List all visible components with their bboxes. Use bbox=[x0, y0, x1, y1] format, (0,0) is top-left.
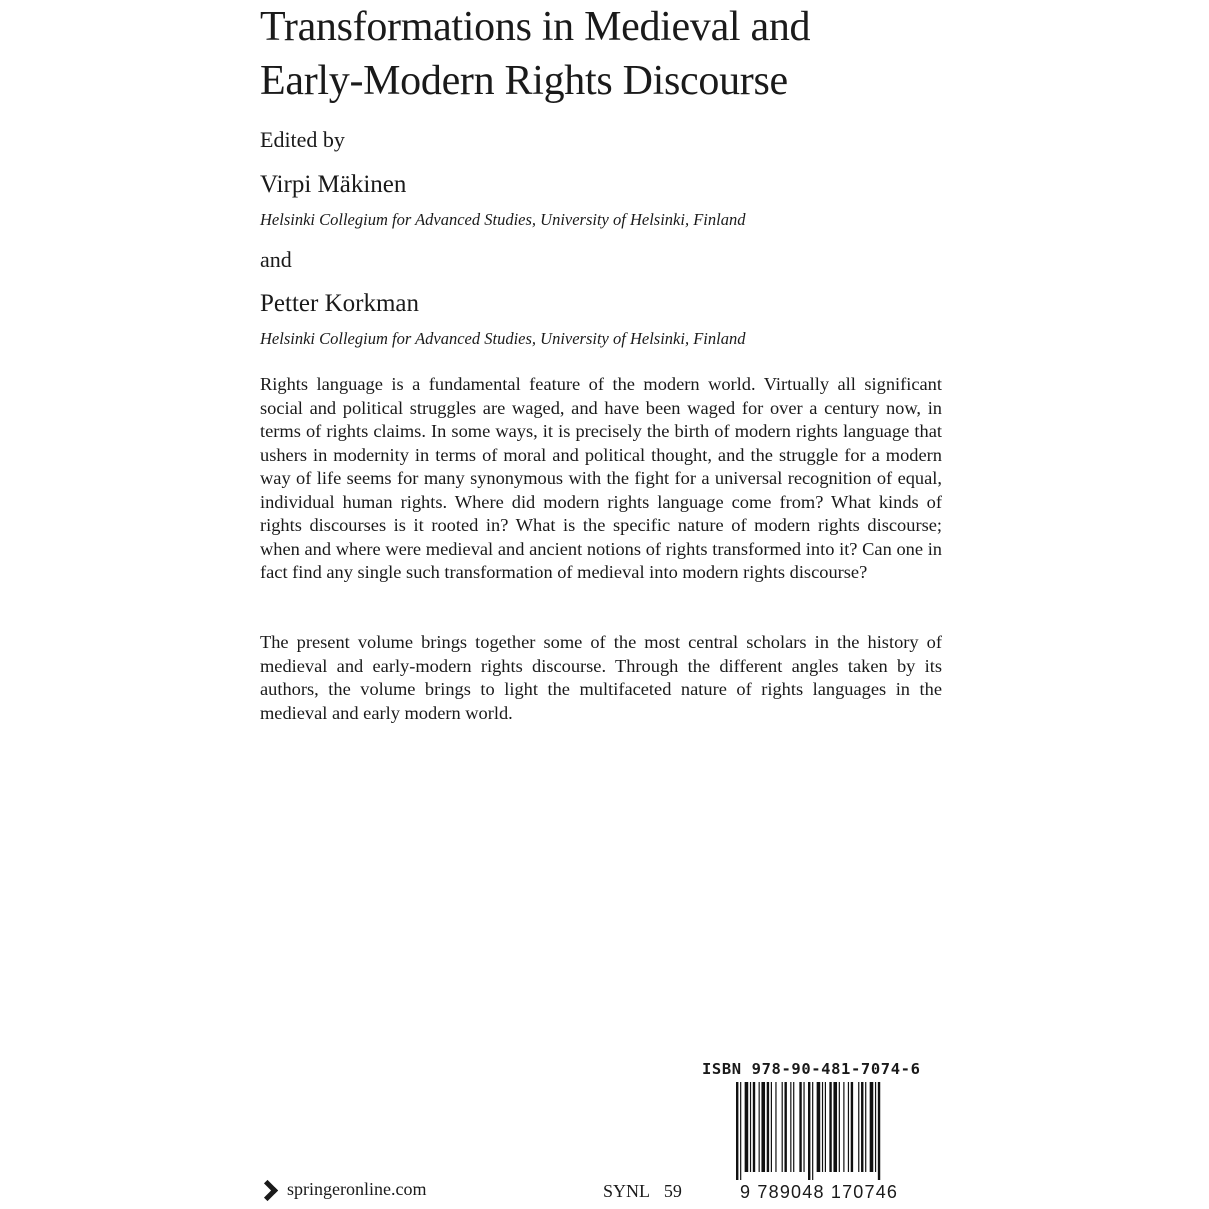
barcode bbox=[736, 1082, 908, 1180]
barcode-bar bbox=[843, 1082, 844, 1172]
barcode-bar bbox=[782, 1082, 783, 1172]
barcode-bar bbox=[736, 1082, 738, 1180]
barcode-bar bbox=[808, 1082, 810, 1180]
barcode-bar bbox=[793, 1082, 794, 1172]
barcode-bar bbox=[858, 1082, 859, 1172]
barcode-bar bbox=[750, 1082, 751, 1172]
barcode-bar bbox=[784, 1082, 786, 1172]
barcode-bar bbox=[753, 1082, 755, 1172]
description-paragraph-1: Rights language is a fundamental feature of the modern world. Virtually all significant social and political struggles are waged, and have been waged for over a century now, in terms of rights claims. In some ways, it is precisely the birth of modern rights language that ushers in modernity in terms of moral and political thought, and the struggle for a modern way of life seems for many synonymous with the fight for a universal recognition of equal, individual human rights. Where did modern rights language come from? What kinds of rights discourses is it rooted in? What is the specific nature of modern rights discourse; when and where were medieval and ancient notions of rights transformed into it? Can one in fact find any single such transformation of medieval into modern rights discourse? bbox=[260, 374, 942, 582]
website-text: springeronline.com bbox=[287, 1179, 427, 1199]
barcode-bar bbox=[803, 1082, 804, 1172]
barcode-bar bbox=[790, 1082, 791, 1172]
barcode-bar bbox=[775, 1082, 776, 1172]
edited-by-label: Edited by bbox=[260, 127, 345, 152]
barcode-bar bbox=[829, 1082, 831, 1172]
barcode-bar bbox=[799, 1082, 801, 1172]
barcode-bar bbox=[825, 1082, 826, 1172]
barcode-bar bbox=[822, 1082, 823, 1172]
barcode-bar bbox=[759, 1082, 760, 1172]
title-line-2: Early-Modern Rights Discourse bbox=[260, 58, 788, 104]
editor-name-2: Petter Korkman bbox=[260, 290, 419, 317]
and-label: and bbox=[260, 247, 292, 272]
barcode-digits: 9 789048 170746 bbox=[740, 1182, 899, 1202]
editor-affiliation-2: Helsinki Collegium for Advanced Studies, University of Helsinki, Finland bbox=[260, 329, 746, 348]
book-title bbox=[260, 0, 960, 108]
barcode-bar bbox=[851, 1082, 853, 1172]
barcode-bar bbox=[761, 1082, 765, 1172]
description-paragraph-2: The present volume brings together some of the most central scholars in the history of medieval and early-modern rights discourse. Through the different angles taken by its authors, the volume brings to light the multifaceted nature of rights languages in the medieval and early modern world. bbox=[260, 632, 942, 723]
barcode-bar bbox=[875, 1082, 876, 1172]
barcode-bar bbox=[865, 1082, 866, 1172]
barcode-bar bbox=[817, 1082, 821, 1172]
editor-affiliation-1: Helsinki Collegium for Advanced Studies, University of Helsinki, Finland bbox=[260, 210, 746, 229]
barcode-bar bbox=[812, 1082, 813, 1180]
barcode-bar bbox=[771, 1082, 772, 1172]
barcode-bar bbox=[833, 1082, 837, 1172]
chevron-right-icon bbox=[257, 1179, 278, 1200]
barcode-bar bbox=[878, 1082, 880, 1180]
title-line-1: Transformations in Medieval and bbox=[260, 4, 811, 50]
website-link[interactable] bbox=[260, 1179, 426, 1200]
series-code: SYNL 59 bbox=[603, 1181, 682, 1201]
barcode-bar bbox=[861, 1082, 863, 1172]
barcode-bar bbox=[745, 1082, 749, 1172]
editor-name-1: Virpi Mäkinen bbox=[260, 171, 407, 198]
barcode-bar bbox=[740, 1082, 741, 1180]
barcode-bar bbox=[870, 1082, 874, 1172]
barcode-bar bbox=[767, 1082, 769, 1172]
barcode-bar bbox=[848, 1082, 849, 1172]
isbn-text: ISBN 978-90-481-7074-6 bbox=[702, 1060, 921, 1078]
barcode-bar bbox=[839, 1082, 840, 1172]
